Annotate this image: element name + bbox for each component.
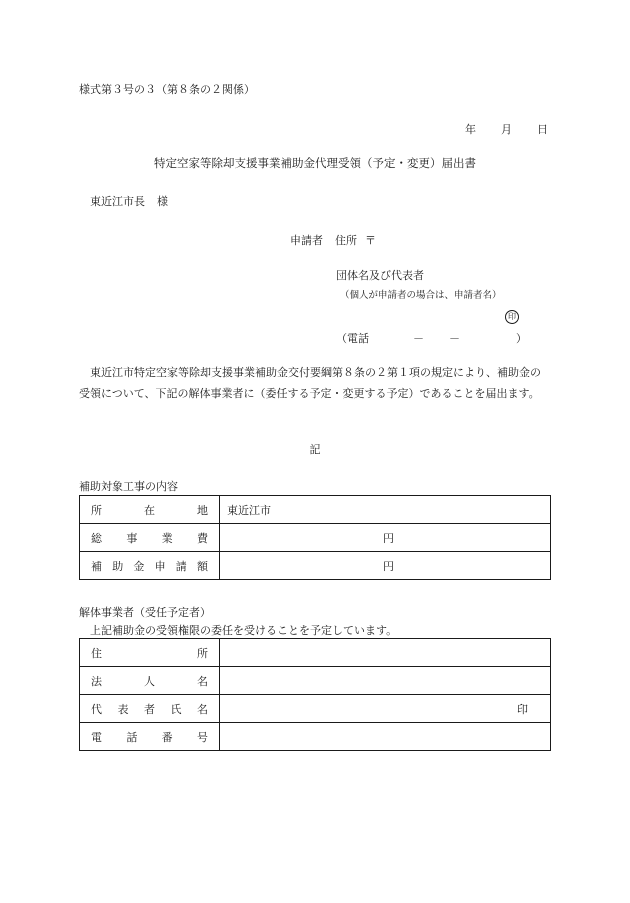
table-row	[80, 552, 551, 580]
addressee-name: 東近江市長	[90, 195, 145, 208]
corporation-name-value[interactable]	[220, 667, 551, 695]
subsidy-section-heading: 補助対象工事の内容	[79, 480, 178, 493]
postal-mark: 〒	[365, 234, 376, 247]
body-paragraph: 東近江市特定空家等除却支援事業補助金交付要綱第８条の２第１項の規定により、補助金の受領について、下記の解体事業者に（委任する予定・変更する予定）であることを届出ます。	[79, 366, 541, 400]
phone-close-paren: ）	[516, 332, 527, 345]
phone-line	[336, 330, 527, 346]
representative-name-value[interactable]: 印	[220, 695, 551, 723]
table-row	[80, 639, 551, 667]
subsidy-table	[79, 495, 551, 580]
address-label: 住所	[335, 234, 357, 247]
corporation-name-label: 法人名	[80, 667, 220, 695]
date-day-label: 日	[537, 123, 548, 136]
group-representative-label: 団体名及び代表者	[336, 269, 424, 282]
subsidy-amount-value[interactable]: 円	[220, 552, 551, 580]
seal-mark: 印	[505, 310, 519, 324]
table-row	[80, 667, 551, 695]
table-row	[80, 496, 551, 524]
contractor-section-subtext: 上記補助金の受領権限の委任を受けることを予定しています。	[90, 624, 398, 637]
contractor-address-value[interactable]	[220, 639, 551, 667]
phone-number-label: 電話番号	[80, 723, 220, 751]
representative-name-label: 代表者氏名	[80, 695, 220, 723]
applicant-address-line	[290, 232, 376, 248]
contractor-address-label: 住所	[80, 639, 220, 667]
location-label: 所在地	[80, 496, 220, 524]
addressee-honorific: 様	[157, 195, 168, 208]
phone-dash-2: －	[449, 332, 460, 345]
date-month-label: 月	[501, 123, 512, 136]
individual-applicant-note: （個人が申請者の場合は、申請者名）	[340, 290, 502, 301]
table-row	[80, 695, 551, 723]
form-number: 様式第３号の３（第８条の２関係）	[79, 83, 255, 96]
addressee	[90, 193, 168, 209]
ki-heading: 記	[309, 443, 321, 456]
location-value[interactable]: 東近江市	[220, 496, 551, 524]
phone-label: （電話	[336, 332, 369, 345]
table-row	[80, 524, 551, 552]
subsidy-amount-label: 補助金申請額	[80, 552, 220, 580]
phone-number-value[interactable]	[220, 723, 551, 751]
total-cost-value[interactable]: 円	[220, 524, 551, 552]
total-cost-label: 総事業費	[80, 524, 220, 552]
document-title: 特定空家等除却支援事業補助金代理受領（予定・変更）届出書	[154, 156, 476, 170]
contractor-section-heading: 解体事業者（受任予定者）	[79, 606, 211, 619]
phone-dash-1: －	[413, 332, 424, 345]
applicant-label: 申請者	[290, 234, 323, 247]
date-year-label: 年	[465, 123, 476, 136]
table-row	[80, 723, 551, 751]
contractor-table	[79, 638, 551, 751]
